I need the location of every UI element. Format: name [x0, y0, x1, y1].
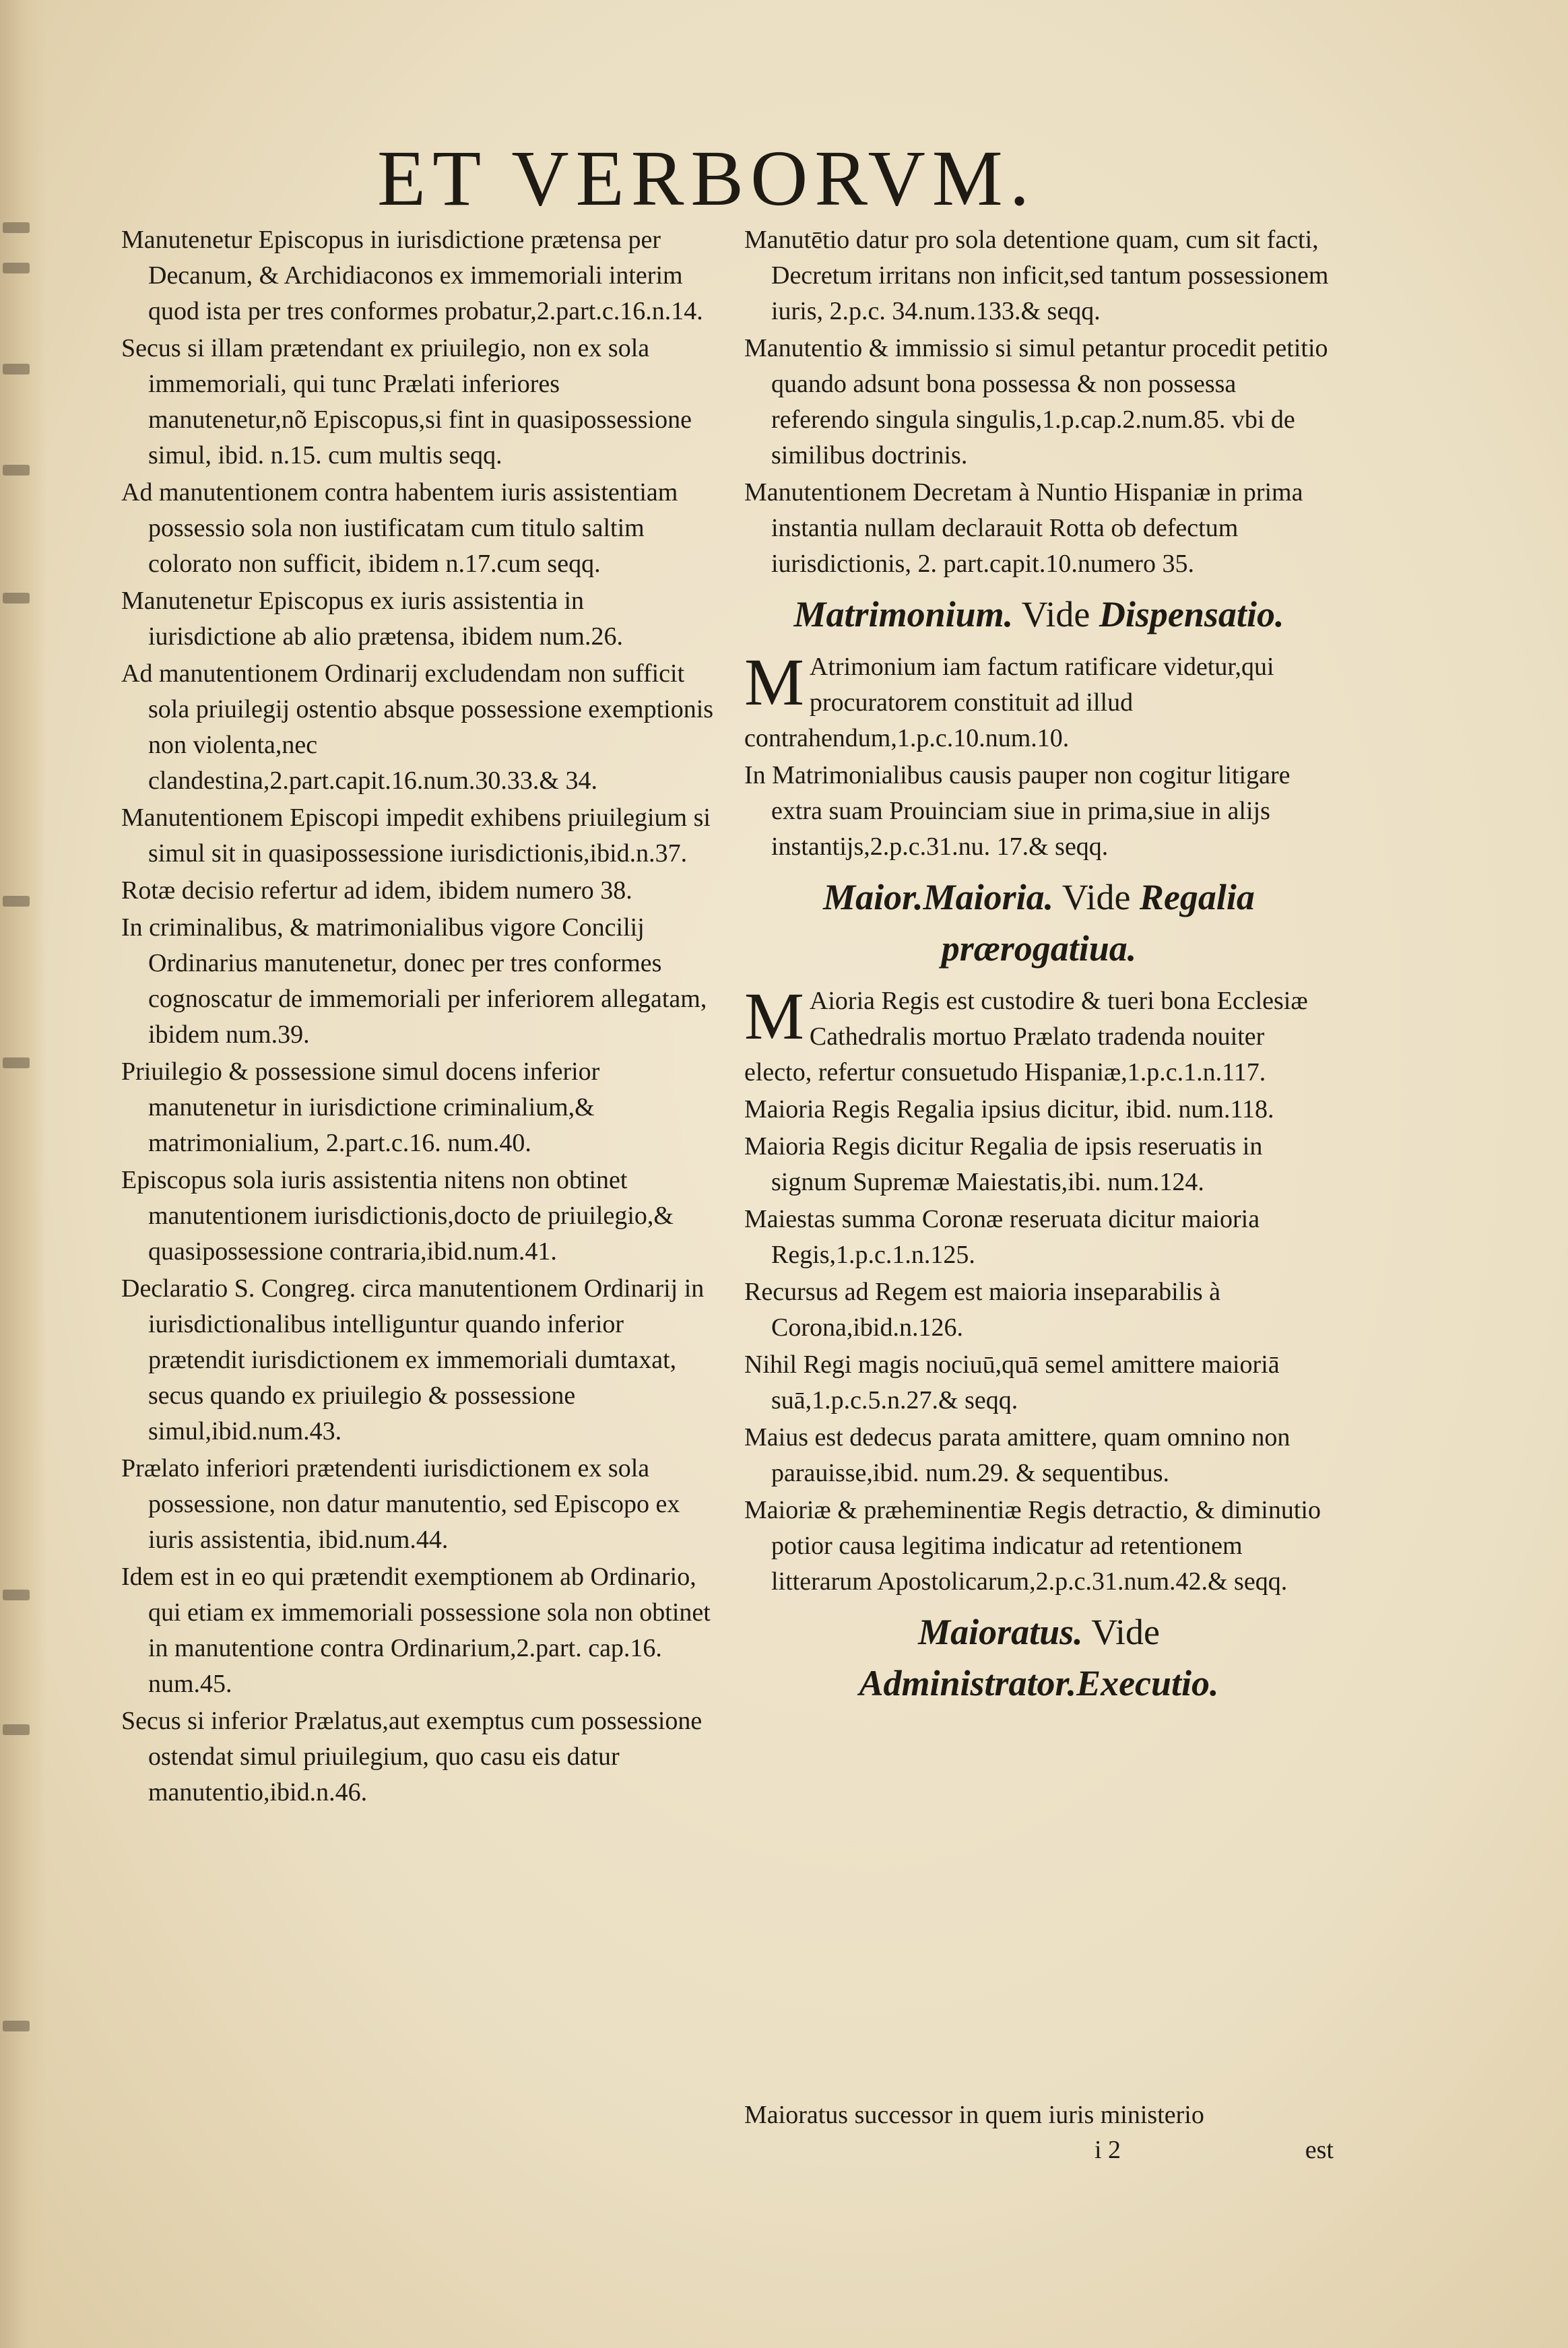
vide-label: Vide [1091, 1612, 1160, 1652]
vide-label: Vide [1061, 877, 1131, 917]
index-entry: Manutentio & immissio si simul petantur procedit petitio quando adsunt bona possessa & non possessa referendo singula singulis,1.p.cap.2.num.85. vbi de similibus doctrinis. [744, 334, 1328, 469]
index-entry: Ad manutentionem Ordinarij excludendam non sufficit sola priuilegij ostentio absque possessione exemptionis non violenta,nec clandestina,2.part.capit.16.num.30.33.& 34. [121, 659, 714, 795]
section-heading-maioratus [744, 1606, 1334, 1709]
bleed-through-mark [3, 465, 30, 476]
headword: Maior.Maioria. [823, 877, 1054, 917]
index-entry: Declaratio S. Congreg. circa manutentionem Ordinarij in iurisdictionalibus intelliguntur quando inferior prætendit iurisdictionem ex immemoriali dumtaxat, secus quando ex priuilegio & possessione simul,ibid.num.43. [121, 1274, 705, 1445]
bleed-through-mark [3, 593, 30, 604]
entry-text: Atrimonium iam factum ratificare videtur,qui procuratorem constituit ad illud contrahendum,1.p.c.10.num.10. [744, 653, 1274, 752]
bleed-through-mark [3, 1590, 30, 1600]
bleed-through-mark [3, 1724, 30, 1735]
cross-reference: Dispensatio. [1099, 594, 1284, 634]
initial-capital: M [744, 979, 804, 1053]
index-entry: Secus si inferior Prælatus,aut exemptus cum possessione ostendat simul priuilegium, quo casu eis datur manutentio,ibid.n.46. [121, 1707, 703, 1806]
bleed-through-mark [3, 222, 30, 233]
index-entry: Manutenetur Episcopus ex iuris assistentia in iurisdictione ab alio prætensa, ibidem num.26. [121, 587, 623, 651]
index-entry: Prælato inferiori prætendenti iurisdictionem ex sola possessione, non datur manutentio, sed Episcopo ex iuris assistentia, ibid.num.44. [121, 1454, 680, 1554]
headword: Maioratus. [918, 1612, 1083, 1652]
initial-capital: M [744, 645, 804, 719]
left-column [121, 222, 717, 1812]
cross-reference: Regalia prærogatiua. [941, 877, 1255, 969]
signature-mark: i 2 [1095, 2136, 1121, 2164]
page-footer [744, 2100, 1334, 2137]
bleed-through-mark [3, 2021, 30, 2031]
right-column [744, 222, 1334, 1718]
index-entry: Manutenetur Episcopus in iurisdictione prætensa per Decanum, & Archidiaconos ex immemoriali interim quod ista per tres conformes probatur,2.part.c.16.n.14. [121, 226, 703, 325]
index-entry: Maioria Regis Regalia ipsius dicitur, ibid. num.118. [744, 1095, 1274, 1123]
index-entry: Maiestas summa Coronæ reseruata dicitur maioria Regis,1.p.c.1.n.125. [744, 1205, 1260, 1269]
headword: Matrimonium. [793, 594, 1014, 634]
index-entry [744, 645, 1334, 756]
index-entry [744, 979, 1334, 1090]
index-entry: Maioria Regis dicitur Regalia de ipsis reseruatis in signum Supremæ Maiestatis,ibi. num.124. [744, 1132, 1263, 1196]
signature-row [744, 2135, 1334, 2172]
vide-label: Vide [1021, 594, 1090, 634]
bleed-through-mark [3, 1057, 30, 1068]
index-entry: Ad manutentionem contra habentem iuris assistentiam possessio sola non iustificatam cum titulo saltim colorato non sufficit, ibidem n.17.cum seqq. [121, 478, 678, 578]
index-entry: Idem est in eo qui prætendit exemptionem ab Ordinario, qui etiam ex immemoriali possessione sola non obtinet in manutentione contra Ordinarium,2.part. cap.16. num.45. [121, 1563, 711, 1698]
section-heading-matrimonium [744, 589, 1334, 640]
index-entry: Rotæ decisio refertur ad idem, ibidem numero 38. [121, 876, 632, 905]
cross-reference: Administrator.Executio. [859, 1663, 1219, 1703]
index-entry: Secus si illam prætendant ex priuilegio, non ex sola immemoriali, qui tunc Prælati inferiores manutenetur,nõ Episcopus,si fint in quasipossessione simul, ibid. n.15. cum multis seqq. [121, 334, 692, 469]
catchword: est [1305, 2136, 1334, 2164]
index-entry: Episcopus sola iuris assistentia nitens non obtinet manutentionem iurisdictionis,docto de priuilegio,& quasipossessione contraria,ibid.num.41. [121, 1166, 674, 1266]
bleed-through-mark [3, 896, 30, 907]
index-entry: Priuilegio & possessione simul docens inferior manutenetur in iurisdictione criminalium,& matrimonialium, 2.part.c.16. num.40. [121, 1057, 600, 1157]
index-entry: In Matrimonialibus causis pauper non cogitur litigare extra suam Prouinciam siue in prima,siue in alijs instantijs,2.p.c.31.nu. 17.& seqq. [744, 761, 1291, 861]
index-entry: Maius est dedecus parata amittere, quam omnino non parauisse,ibid. num.29. & sequentibus. [744, 1423, 1291, 1487]
gutter-shadow [0, 0, 47, 2348]
index-entry: Nihil Regi magis nociuū,quā semel amittere maioriā suā,1.p.c.5.n.27.& seqq. [744, 1350, 1280, 1414]
index-entry: Manutētio datur pro sola detentione quam, cum sit facti, Decretum irritans non inficit,sed tantum possessionem iuris, 2.p.c. 34.num.133.& seqq. [744, 226, 1329, 325]
index-entry: In criminalibus, & matrimonialibus vigore Concilij Ordinarius manutenetur, donec per tres conformes cognoscatur de immemoriali per inferiorem allegatam, ibidem num.39. [121, 913, 707, 1049]
index-entry: Manutentionem Episcopi impedit exhibens priuilegium si simul sit in quasipossessione iurisdictionis,ibid.n.37. [121, 804, 711, 868]
last-line: Maioratus successor in quem iuris ministerio [744, 2101, 1204, 2129]
bleed-through-mark [3, 364, 30, 374]
index-entry: Maioriæ & præheminentiæ Regis detractio, & diminutio potior causa legitima indicatur ad retentionem litterarum Apostolicarum,2.p.c.31.num.42.& seqq. [744, 1496, 1321, 1596]
entry-text: Aioria Regis est custodire & tueri bona Ecclesiæ Cathedralis mortuo Prælato tradenda nouiter electo, refertur consuetudo Hispaniæ,1.p.c.1.n.117. [744, 987, 1308, 1086]
section-heading-maior [744, 872, 1334, 974]
index-entry: Recursus ad Regem est maioria inseparabilis à Corona,ibid.n.126. [744, 1278, 1221, 1342]
index-entry: Manutentionem Decretam à Nuntio Hispaniæ in prima instantia nullam declarauit Rotta ob defectum iurisdictionis, 2. part.capit.10.numero 35. [744, 478, 1303, 578]
bleed-through-mark [3, 263, 30, 273]
running-head: ET VERBORVM. [377, 134, 1037, 222]
